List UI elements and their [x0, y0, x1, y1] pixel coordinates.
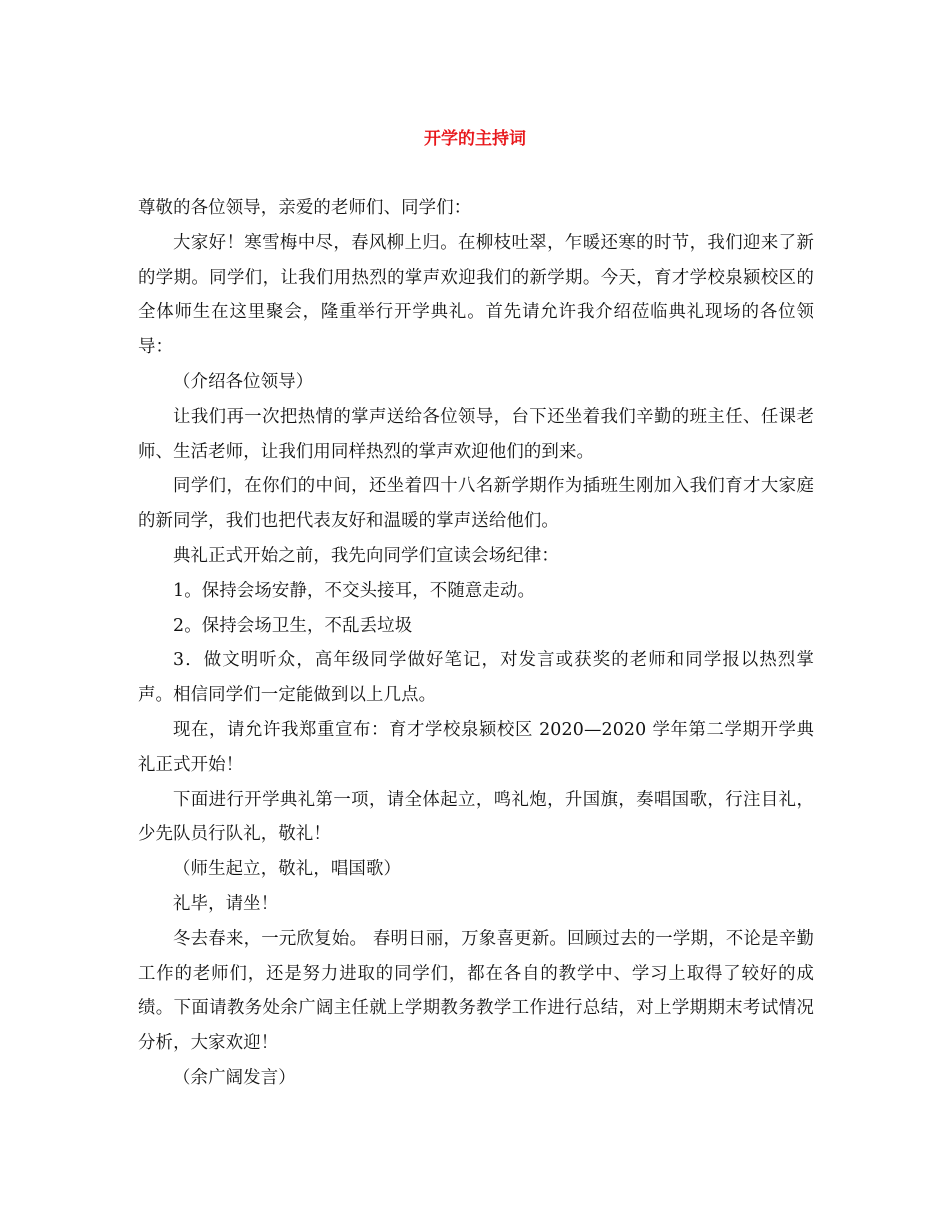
- paragraph: 冬去春来，一元欣复始。 春明日丽，万象喜更新。回顾过去的一学期，不论是辛勤工作的老师们，还是努力进取的同学们，都在各自的教学中、学习上取得了较好的成绩。下面请教务处余广阔主任就上学期教务教学工作进行总结，对上学期期末考试情况分析，大家欢迎！: [138, 928, 814, 1054]
- paragraph: 下面进行开学典礼第一项，请全体起立，鸣礼炮，升国旗，奏唱国歌，行注目礼，少先队员行队礼，敬礼！: [138, 789, 814, 845]
- paragraph: 大家好！寒雪梅中尽，春风柳上归。在柳枝吐翠，乍暖还寒的时节，我们迎来了新的学期。同学们，让我们用热烈的掌声欢迎我们的新学期。今天，育才学校泉颍校区的全体师生在这里聚会，隆重举行开学典礼。首先请允许我介绍莅临典礼现场的各位领导：: [138, 232, 814, 358]
- paragraph: 3．做文明听众，高年级同学做好笔记，对发言或获奖的老师和同学报以热烈掌声。相信同学们一定能做到以上几点。: [138, 650, 814, 706]
- document-title: 开学的主持词: [424, 129, 526, 149]
- paragraph: 让我们再一次把热情的掌声送给各位领导，台下还坐着我们辛勤的班主任、任课老师、生活老师，让我们用同样热烈的掌声欢迎他们的到来。: [138, 406, 814, 462]
- paragraph: 尊敬的各位领导，亲爱的老师们、同学们：: [138, 198, 472, 218]
- paragraph: 1。保持会场安静，不交头接耳，不随意走动。: [173, 580, 536, 601]
- paragraph: 典礼正式开始之前，我先向同学们宣读会场纪律：: [173, 545, 559, 566]
- paragraph: 2。保持会场卫生，不乱丢垃圾: [173, 615, 413, 636]
- paragraph: （介绍各位领导）: [173, 371, 314, 392]
- paragraph: 礼毕，请坐！: [173, 893, 279, 914]
- paragraph: （师生起立，敬礼，唱国歌）: [173, 859, 402, 880]
- paragraph: （余广阔发言）: [173, 1067, 296, 1088]
- document-body: [138, 191, 814, 1096]
- paragraph: 现在，请允许我郑重宣布：育才学校泉颍校区 2020—2020 学年第二学期开学典礼正式开始！: [138, 719, 814, 775]
- paragraph: 同学们，在你们的中间，还坐着四十八名新学期作为插班生刚加入我们育才大家庭的新同学，我们也把代表友好和温暖的掌声送给他们。: [138, 476, 814, 532]
